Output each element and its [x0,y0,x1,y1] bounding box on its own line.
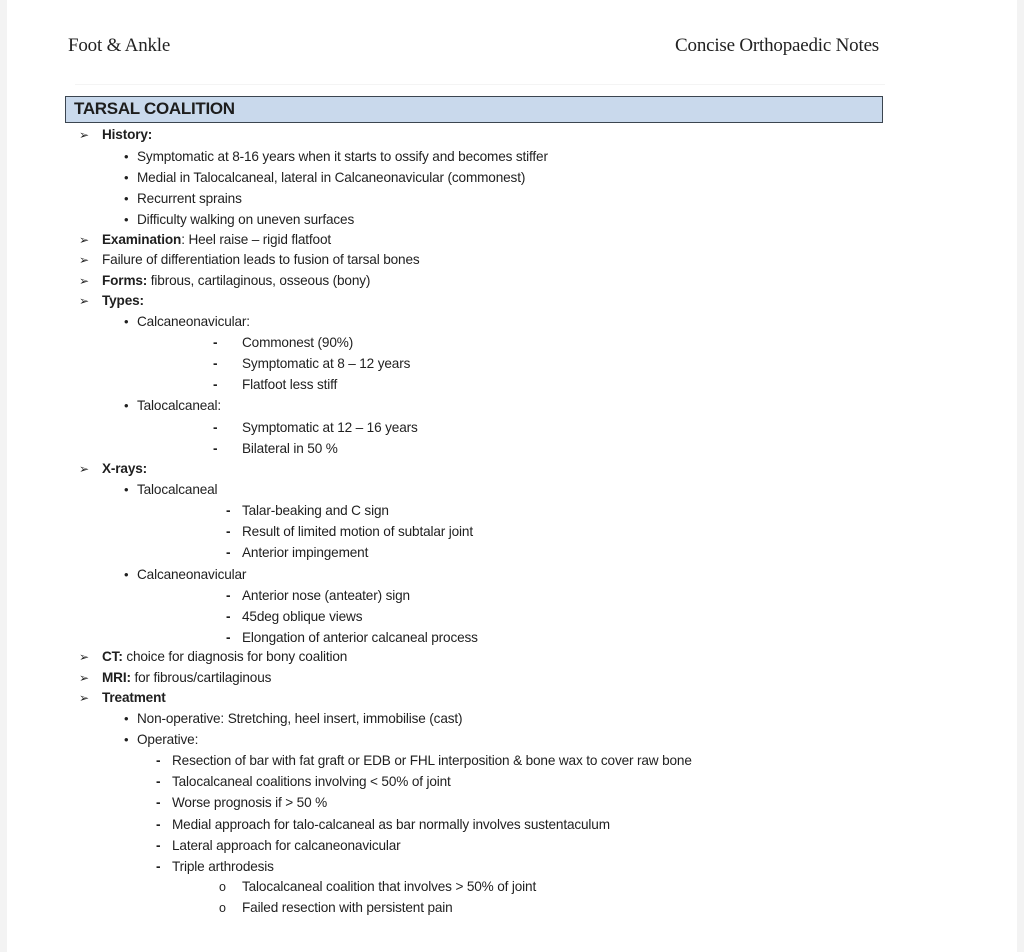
dash-bullet-icon: - [213,356,218,371]
arrow-bullet-icon: ➢ [79,128,89,142]
dash-bullet-icon: - [226,524,231,539]
types-label: Types: [102,293,144,308]
arrow-bullet-icon: ➢ [79,671,89,685]
ct-label: CT: [102,649,123,664]
bullet-icon: • [124,212,129,227]
dash-bullet-icon: - [213,377,218,392]
dash-bullet-icon: - [226,588,231,603]
dash-bullet-icon: - [226,630,231,645]
history-label: History: [102,127,153,142]
bullet-icon: • [124,567,129,582]
bullet-icon: • [124,170,129,185]
bullet-icon: • [124,482,129,497]
dash-bullet-icon: - [156,774,161,789]
dash-bullet-icon: - [213,420,218,435]
treatment-label: Treatment [102,690,166,705]
dash-bullet-icon: - [156,795,161,810]
circle-bullet-icon: o [219,880,226,894]
examination-label: Examination [102,232,182,247]
arrow-bullet-icon: ➢ [79,233,89,247]
mri-label: MRI: [102,670,131,685]
dash-bullet-icon: - [156,859,161,874]
dash-bullet-icon: - [213,441,218,456]
circle-bullet-icon: o [219,901,226,915]
dash-bullet-icon: - [156,838,161,853]
dash-bullet-icon: - [226,545,231,560]
arrow-bullet-icon: ➢ [79,691,89,705]
section-title: TARSAL COALITION [74,99,235,118]
dash-bullet-icon: - [156,753,161,768]
document-page: Foot & Ankle Concise Orthopaedic Notes TARSAL COALITION ➢ History: • Symptomatic at 8-16 years when it starts to ossify and becomes stiffer • Medial in Talocalcaneal, lateral in Calcaneonavicular (commonest) • Recurrent sprains • Difficulty walking on uneven surfaces ➢ Examination: Heel raise – rigid flatfoot ➢ Failure of differentiation leads to fusion of tarsal bones ➢ Forms: fibrous, cartilaginous, osseous (bony) ➢ Types: • Calcaneonavicular: - Commonest (90%) - Symptomatic at 8 – 12 years - Flatfoot less stiff • Talocalcaneal: - Symptomatic at 12 – 16 years - Bilateral in 50 % ➢ X-rays: • Talocalcaneal - Talar-beaking and C sign - Result of limited motion of subtalar joint - Anterior impingement • Calcaneonavicular - Anterior nose (anteater) sign - 45deg oblique views - Elongation of anterior calcaneal process ➢ CT: choice for diagnosis for bony coalition ➢ MRI: for fibrous/cartilaginous ➢ Treatment • Non-operative: Stretching, heel insert, immobilise (cast) • Operative: - Resection of bar with fat graft or EDB or FHL interposition & bone wax to cover raw bone - Talocalcaneal coalitions involving < 50% of joint - Worse prognosis if > 50 % - Medial approach for talo-calcaneal as bar normally involves sustentaculum - Lateral approach for calcaneonavicular - Triple arthrodesis o Talocalcaneal coalition that involves > 50% of joint o Failed resection with persistent pain [7,0,1017,952]
arrow-bullet-icon: ➢ [79,462,89,476]
bullet-icon: • [124,732,129,747]
bullet-icon: • [124,398,129,413]
dash-bullet-icon: - [226,503,231,518]
arrow-bullet-icon: ➢ [79,294,89,308]
arrow-bullet-icon: ➢ [79,253,89,267]
running-header-left: Foot & Ankle [68,35,171,56]
arrow-bullet-icon: ➢ [79,274,89,288]
xrays-label: X-rays: [102,461,148,476]
header-divider [75,84,885,85]
dash-bullet-icon: - [156,817,161,832]
arrow-bullet-icon: ➢ [79,650,89,664]
bullet-icon: • [124,191,129,206]
bullet-icon: • [124,711,129,726]
bullet-icon: • [124,149,129,164]
dash-bullet-icon: - [226,609,231,624]
forms-label: Forms: [102,273,148,288]
dash-bullet-icon: - [213,335,218,350]
section-title-box [65,96,883,123]
bullet-icon: • [124,314,129,329]
running-header-right: Concise Orthopaedic Notes [675,35,879,56]
